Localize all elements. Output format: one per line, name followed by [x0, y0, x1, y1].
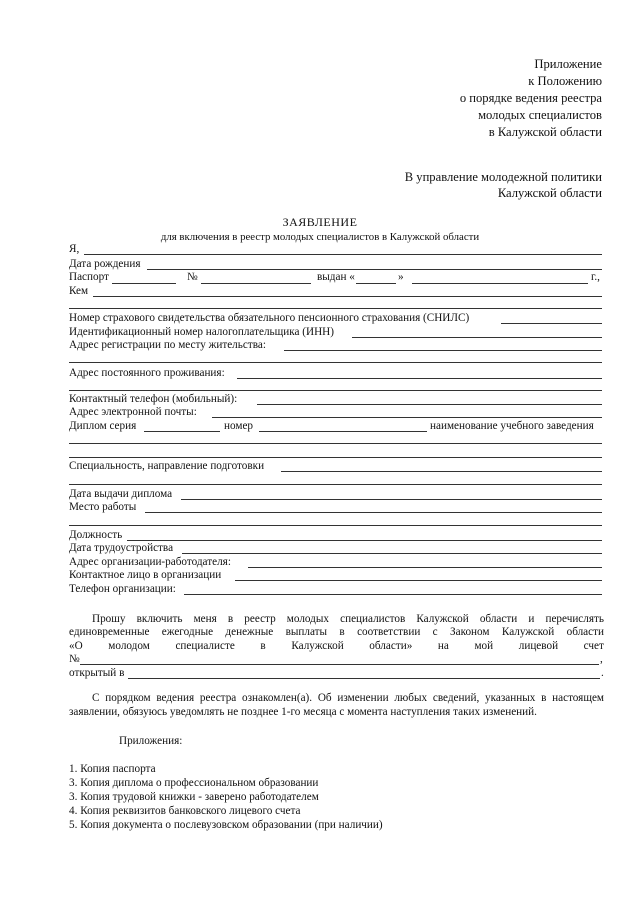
specialty-line-2[interactable]: [69, 484, 602, 485]
request-word: в: [260, 640, 266, 652]
request-word: молодом: [108, 640, 150, 652]
document-subtitle: для включения в реестр молодых специалистов в Калужской области: [160, 231, 480, 243]
field-label-diploma-date: Дата выдачи диплома: [69, 488, 173, 500]
field-label-contact-person: Контактное лицо в организации: [69, 569, 222, 581]
field-label-phone: Контактный телефон (мобильный):: [69, 393, 238, 405]
opened-in-end: .: [601, 667, 604, 679]
org-phone-line[interactable]: [184, 594, 602, 595]
field-label-diploma-series: Диплом серия: [69, 420, 137, 432]
appendix-line: к Положению: [528, 74, 602, 88]
passport-series-line[interactable]: [112, 283, 176, 284]
snils-input-line[interactable]: [501, 323, 602, 324]
email-input-line[interactable]: [212, 417, 602, 418]
request-word: мой: [474, 640, 494, 652]
diploma-series-line[interactable]: [144, 431, 220, 432]
workplace-line-2[interactable]: [69, 525, 602, 526]
request-word: на: [437, 640, 449, 652]
bank-name-line[interactable]: [128, 678, 600, 679]
field-label-email: Адрес электронной почты:: [69, 406, 197, 418]
field-label-passport: Паспорт: [69, 271, 109, 283]
field-label-employment-date: Дата трудоустройства: [69, 542, 174, 554]
request-line-3: [69, 640, 604, 653]
issued-close-quote: »: [398, 271, 404, 283]
ack-line-1: С порядком ведения реестра ознакомлен(а). Об изменении любых сведений, указанных в настоящем: [92, 692, 604, 704]
attachment-item: 3. Копия трудовой книжки - заверено работодателем: [69, 791, 319, 803]
field-label-specialty: Специальность, направление подготовки: [69, 460, 265, 472]
year-suffix: г.,: [591, 271, 600, 283]
diploma-number-line[interactable]: [259, 431, 427, 432]
issued-label: выдан «: [317, 271, 355, 283]
workplace-line[interactable]: [145, 512, 602, 513]
issued-by-line-2[interactable]: [69, 308, 602, 309]
fio-input-line[interactable]: [84, 254, 602, 255]
document-title: ЗАЯВЛЕНИЕ: [282, 215, 358, 229]
passport-number-line[interactable]: [201, 283, 311, 284]
attachment-item: 4. Копия реквизитов банковского лицевого счета: [69, 805, 301, 817]
request-line-1: Прошу включить меня в реестр молодых специалистов Калужской области и перечислять: [92, 613, 604, 625]
field-label-org-phone: Телефон организации:: [69, 583, 176, 595]
number-sign: №: [187, 271, 198, 283]
request-word: области»: [369, 640, 413, 652]
employment-date-line[interactable]: [182, 553, 602, 554]
field-label-dob: Дата рождения: [69, 258, 141, 270]
request-line-2: единовременные ежегодные денежные выплаты в соответствии с Законом Калужской области: [69, 626, 604, 638]
ack-line-2: заявлении, обязуюсь уведомлять не позднее 1-го месяца с момента наступления таких изменений.: [69, 706, 537, 718]
issued-day-line[interactable]: [356, 283, 396, 284]
issued-by-line[interactable]: [93, 296, 602, 297]
specialty-line[interactable]: [281, 471, 602, 472]
diploma-date-line[interactable]: [181, 499, 602, 500]
institution-line-2[interactable]: [69, 457, 602, 458]
field-label-inn: Идентификационный номер налогоплательщика (ИНН): [69, 326, 334, 338]
request-word: специалисте: [175, 640, 235, 652]
account-number-line[interactable]: [80, 664, 599, 665]
field-label-employer-address: Адрес организации-работодателя:: [69, 556, 231, 568]
appendix-line: Приложение: [534, 57, 602, 71]
attachments-heading: Приложения:: [119, 735, 183, 747]
appendix-line: в Калужской области: [488, 125, 602, 139]
appendix-line: молодых специалистов: [478, 108, 602, 122]
field-label-diploma-number: номер: [224, 420, 254, 432]
field-label-by-whom: Кем: [69, 285, 89, 297]
position-line[interactable]: [127, 540, 602, 541]
field-label-position: Должность: [69, 529, 123, 541]
phone-input-line[interactable]: [257, 404, 602, 405]
addressee-line: Калужской области: [497, 186, 602, 200]
request-word: лицевой: [518, 640, 559, 652]
field-label-perm-address: Адрес постоянного проживания:: [69, 367, 225, 379]
request-word: счет: [583, 640, 604, 652]
reg-address-line[interactable]: [284, 350, 602, 351]
attachment-item: 1. Копия паспорта: [69, 763, 156, 775]
attachment-item: 5. Копия документа о послевузовском образовании (при наличии): [69, 819, 383, 831]
field-label-reg-address: Адрес регистрации по месту жительства:: [69, 339, 266, 351]
appendix-line: о порядке ведения реестра: [459, 91, 602, 105]
field-label-i: Я,: [69, 243, 80, 255]
dob-input-line[interactable]: [147, 269, 602, 270]
field-label-workplace: Место работы: [69, 501, 137, 513]
issued-month-line[interactable]: [412, 283, 588, 284]
account-number-sign: №: [69, 653, 80, 665]
attachment-item: 3. Копия диплома о профессиональном образовании: [69, 777, 319, 789]
employer-address-line[interactable]: [248, 567, 602, 568]
field-label-institution: наименование учебного заведения: [430, 420, 594, 432]
contact-person-line[interactable]: [235, 580, 602, 581]
field-label-snils: Номер страхового свидетельства обязательного пенсионного страхования (СНИЛС): [69, 312, 470, 324]
perm-address-line-2[interactable]: [69, 390, 602, 391]
inn-input-line[interactable]: [352, 337, 602, 338]
opened-in-label: открытый в: [69, 667, 125, 679]
institution-line-1[interactable]: [69, 443, 602, 444]
addressee-line: В управление молодежной политики: [404, 170, 602, 184]
request-word: Калужской: [291, 640, 344, 652]
reg-address-line-2[interactable]: [69, 362, 602, 363]
perm-address-line[interactable]: [237, 378, 602, 379]
account-number-end: ,: [600, 653, 603, 665]
request-word: «О: [69, 640, 83, 652]
